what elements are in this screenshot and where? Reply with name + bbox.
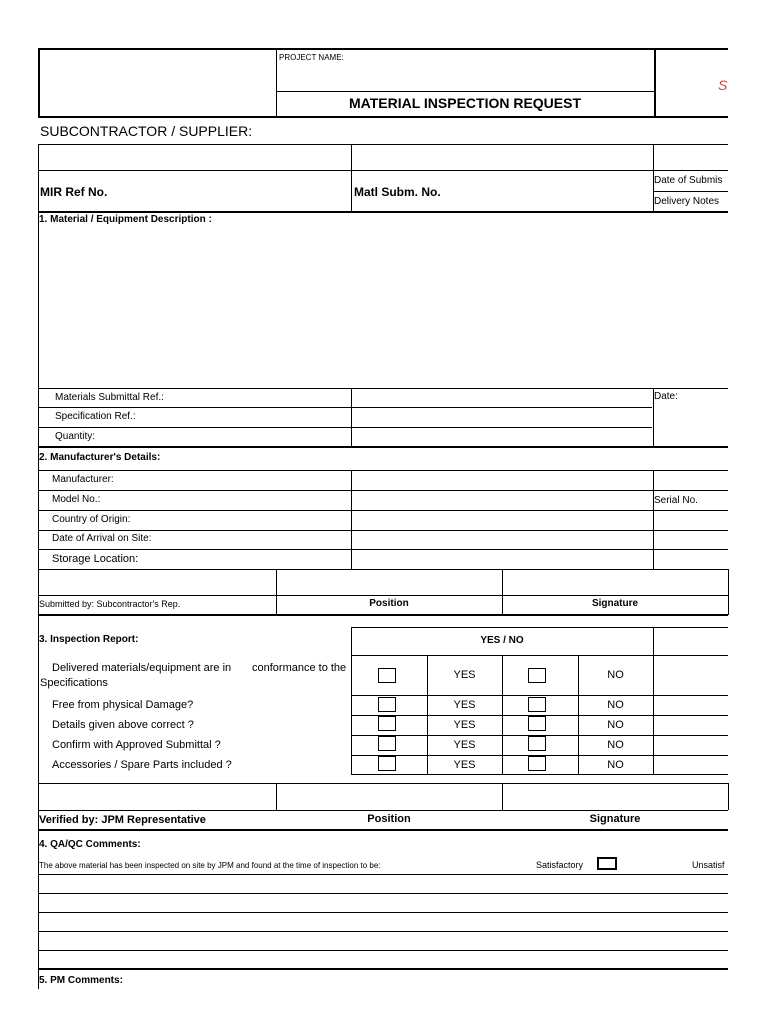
line	[38, 211, 39, 447]
no-label: NO	[607, 719, 624, 731]
line	[351, 627, 728, 628]
line	[38, 810, 728, 811]
line	[351, 627, 352, 774]
line	[653, 191, 728, 192]
line	[38, 968, 728, 970]
section1-title: 1. Material / Equipment Description :	[39, 214, 212, 225]
date-label: Date:	[654, 391, 678, 402]
line	[38, 388, 728, 389]
comment-line	[38, 931, 728, 932]
inspection-item: Accessories / Spare Parts included ?	[52, 759, 232, 771]
comment-line	[38, 874, 728, 875]
line	[502, 655, 503, 774]
line	[38, 211, 728, 213]
submitted-by-label: Submitted by: Subcontractor's Rep.	[39, 599, 181, 609]
storage-location-label: Storage Location:	[52, 553, 139, 565]
project-name-label: PROJECT NAME:	[279, 53, 344, 62]
line	[276, 783, 277, 810]
no-label: NO	[607, 669, 624, 681]
inspection-statement: The above material has been inspected on site by JPM and found at the time of inspection to be:	[39, 861, 381, 870]
header-bottom-border	[38, 116, 728, 118]
no-checkbox[interactable]	[528, 697, 546, 712]
no-checkbox[interactable]	[528, 668, 546, 683]
yes-checkbox[interactable]	[378, 697, 396, 712]
inspection-item: Confirm with Approved Submittal ?	[52, 739, 221, 751]
section3-title: 3. Inspection Report:	[39, 634, 139, 645]
line	[502, 569, 503, 615]
section2-title: 2. Manufacturer's Details:	[39, 452, 161, 463]
yes-no-header: YES / NO	[480, 635, 524, 646]
verified-position-label: Position	[367, 813, 411, 825]
date-of-arrival-label: Date of Arrival on Site:	[52, 533, 152, 544]
line	[38, 530, 728, 531]
line	[728, 569, 729, 615]
no-checkbox[interactable]	[528, 756, 546, 771]
matl-subm-label: Matl Subm. No.	[354, 185, 441, 199]
submitted-signature-label: Signature	[591, 598, 639, 609]
manufacturer-label: Manufacturer:	[52, 474, 114, 485]
no-checkbox[interactable]	[528, 736, 546, 751]
satisfactory-label: Satisfactory	[536, 860, 584, 870]
line	[351, 388, 352, 446]
comment-line	[38, 893, 728, 894]
line	[38, 446, 728, 448]
conformance-text: conformance to the	[252, 662, 347, 674]
line	[38, 569, 728, 570]
verified-by-label: Verified by: JPM Representative	[39, 814, 206, 826]
line	[38, 595, 728, 596]
yes-label: YES	[453, 669, 476, 681]
no-label: NO	[607, 739, 624, 751]
yes-label: YES	[453, 699, 476, 711]
inspection-item: Free from physical Damage?	[52, 699, 194, 711]
quantity-label: Quantity:	[55, 431, 96, 442]
specifications-text: Specifications	[40, 677, 108, 689]
line	[351, 774, 728, 775]
comment-line	[38, 950, 728, 951]
serial-no-label: Serial No.	[654, 495, 698, 506]
yes-checkbox[interactable]	[378, 668, 396, 683]
yes-label: YES	[453, 759, 476, 771]
yes-checkbox[interactable]	[378, 716, 396, 731]
line	[502, 783, 503, 810]
comment-line	[38, 912, 728, 913]
header-right-partial-text: S	[718, 77, 728, 93]
line	[38, 510, 728, 511]
yes-checkbox[interactable]	[378, 736, 396, 751]
line	[38, 614, 39, 830]
materials-submittal-ref-label: Materials Submittal Ref.:	[55, 392, 164, 403]
line	[38, 144, 728, 145]
yes-checkbox[interactable]	[378, 756, 396, 771]
line	[653, 470, 654, 569]
title-top-line	[276, 91, 654, 92]
line	[38, 144, 39, 212]
no-label: NO	[607, 699, 624, 711]
line	[351, 695, 728, 696]
line	[38, 829, 728, 831]
line	[38, 470, 728, 471]
no-label: NO	[607, 759, 624, 771]
delivered-materials-text: Delivered materials/equipment are in	[52, 662, 232, 674]
date-of-submission-label: Date of Submis	[654, 175, 723, 186]
line	[351, 470, 352, 569]
line	[351, 144, 352, 212]
section5-title: 5. PM Comments:	[39, 975, 123, 986]
mir-ref-label: MIR Ref No.	[40, 185, 108, 199]
line	[653, 627, 654, 774]
inspection-item: Details given above correct ?	[52, 719, 194, 731]
yes-label: YES	[453, 739, 476, 751]
line	[38, 829, 39, 989]
unsatisfactory-label: Unsatisf	[692, 860, 725, 870]
country-of-origin-label: Country of Origin:	[52, 514, 131, 525]
subcontractor-label: SUBCONTRACTOR / SUPPLIER:	[40, 123, 253, 139]
submitted-position-label: Position	[369, 598, 409, 609]
line	[728, 783, 729, 810]
header-right-divider	[654, 48, 656, 118]
satisfactory-checkbox[interactable]	[597, 857, 617, 870]
yes-label: YES	[453, 719, 476, 731]
line	[351, 655, 728, 656]
line	[38, 407, 652, 408]
delivery-notes-label: Delivery Notes	[654, 196, 720, 207]
form-title: MATERIAL INSPECTION REQUEST	[348, 95, 582, 111]
specification-ref-label: Specification Ref.:	[55, 411, 136, 422]
line	[38, 783, 728, 784]
verified-signature-label: Signature	[589, 813, 641, 825]
line	[38, 490, 728, 491]
no-checkbox[interactable]	[528, 716, 546, 731]
model-no-label: Model No.:	[52, 494, 101, 505]
section4-title: 4. QA/QC Comments:	[39, 839, 141, 850]
line	[38, 614, 728, 616]
header-top-border	[38, 48, 728, 50]
line	[38, 427, 652, 428]
line	[38, 549, 728, 550]
line	[38, 170, 728, 171]
header-left-border	[38, 48, 40, 118]
